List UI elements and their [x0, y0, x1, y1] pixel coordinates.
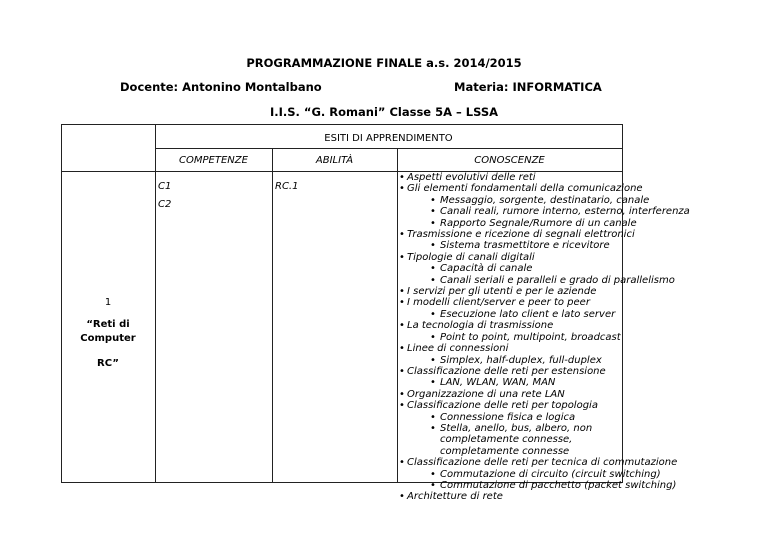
abilita-rc1: RC.1: [275, 181, 299, 192]
conoscenze-item: • Commutazione di circuito (circuit switching): [399, 469, 621, 480]
conoscenze-item: • Messaggio, sorgente, destinatario, canale: [399, 195, 621, 206]
conoscenze-item: • La tecnologia di trasmissione: [399, 320, 621, 331]
conoscenze-item: • I modelli client/server e peer to peer: [399, 297, 621, 308]
conoscenze-item: • Canali seriali e paralleli e grado di parallelismo: [399, 275, 621, 286]
unit-name: “Reti di Computer: [80, 319, 136, 344]
conoscenze-item: • Connessione fisica e logica: [399, 412, 621, 423]
conoscenze-item: • Architetture di rete: [399, 491, 621, 502]
table-border-top: [61, 124, 623, 125]
subject-name: Materia: INFORMATICA: [454, 80, 602, 94]
column-conoscenze: CONOSCENZE: [474, 155, 545, 166]
conoscenze-item: • Esecuzione lato client e lato server: [399, 309, 621, 320]
teacher-name: Docente: Antonino Montalbano: [120, 80, 322, 94]
document-title: PROGRAMMAZIONE FINALE a.s. 2014/2015: [246, 56, 522, 70]
school-class: I.I.S. “G. Romani” Classe 5A – LSSA: [269, 105, 499, 119]
conoscenze-item: • Linee di connessioni: [399, 343, 621, 354]
conoscenze-item: • Capacità di canale: [399, 263, 621, 274]
table-divider-unit: [155, 124, 156, 483]
conoscenze-item: • Rapporto Segnale/Rumore di un canale: [399, 218, 621, 229]
conoscenze-item: • Canali reali, rumore interno, esterno, interferenza: [399, 206, 621, 217]
conoscenze-item: • Classificazione delle reti per estensione: [399, 366, 621, 377]
table-divider-abilita: [397, 148, 398, 483]
table-divider-group: [155, 148, 623, 149]
conoscenze-list: [399, 172, 690, 503]
conoscenze-item: • Classificazione delle reti per topologia: [399, 400, 621, 411]
conoscenze-item: • Aspetti evolutivi delle reti: [399, 172, 621, 183]
conoscenze-item: • Sistema trasmettitore e ricevitore: [399, 240, 621, 251]
column-competenze: COMPETENZE: [179, 155, 248, 166]
conoscenze-item: • Point to point, multipoint, broadcast: [399, 332, 621, 343]
conoscenze-item: • Trasmissione e ricezione di segnali elettronici: [399, 229, 621, 240]
conoscenze-item: • Tipologie di canali digitali: [399, 252, 621, 263]
table-divider-competenze: [272, 148, 273, 483]
unit-cell: [61, 297, 155, 369]
esiti-header: ESITI DI APPRENDIMENTO: [324, 133, 453, 144]
conoscenze-item: • LAN, WLAN, WAN, MAN: [399, 377, 621, 388]
conoscenze-item: • I servizi per gli utenti e per le aziende: [399, 286, 621, 297]
unit-code: RC”: [97, 358, 119, 369]
conoscenze-item: • Stella, anello, bus, albero, non completamente connesse, completamente connesse: [399, 423, 621, 457]
conoscenze-item: • Simplex, half-duplex, full-duplex: [399, 355, 621, 366]
table-border-right: [622, 124, 623, 483]
competenza-c2: C2: [158, 199, 172, 210]
conoscenze-item: • Organizzazione di una rete LAN: [399, 389, 621, 400]
competenza-c1: C1: [158, 181, 172, 192]
conoscenze-item: • Commutazione di pacchetto (packet switching): [399, 480, 621, 491]
conoscenze-item: • Gli elementi fondamentali della comunicazione: [399, 183, 621, 194]
conoscenze-item: • Classificazione delle reti per tecnica di commutazione: [399, 457, 621, 468]
column-abilita: ABILITÀ: [315, 155, 354, 166]
unit-number: 1: [104, 297, 112, 308]
